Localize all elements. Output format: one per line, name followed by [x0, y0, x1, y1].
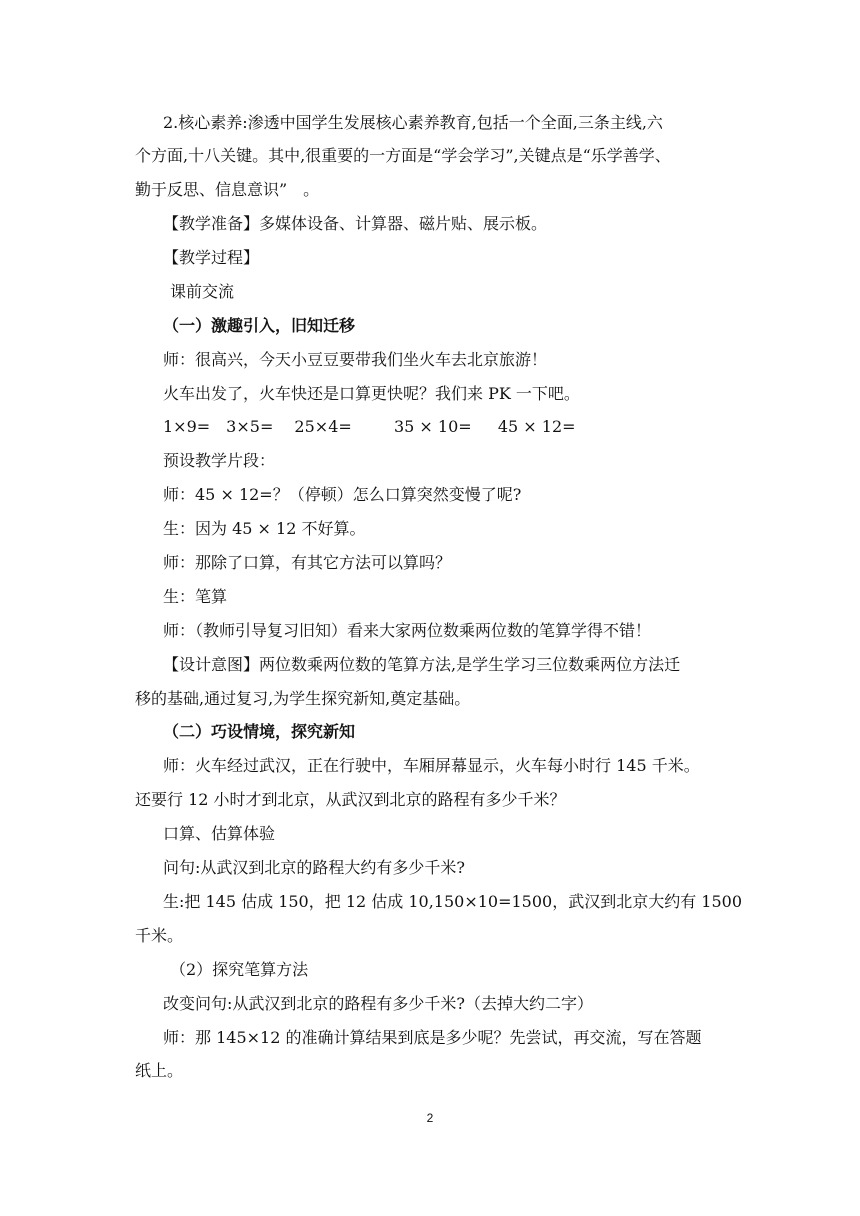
paragraph-line: 问句:从武汉到北京的路程大约有多少千米?	[163, 858, 465, 877]
section-heading: （一）激趣引入，旧知迁移	[163, 316, 356, 335]
paragraph-line: 师：45 × 12=？（停顿）怎么口算突然变慢了呢?	[163, 485, 522, 504]
paragraph-line: 还要行 12 小时才到北京，从武汉到北京的路程有多少千米？	[135, 790, 566, 809]
paragraph-line: 火车出发了，火车快还是口算更快呢？我们来 PK 一下吧。	[163, 384, 580, 403]
paragraph-line: 纸上。	[135, 1061, 184, 1080]
paragraph-line: 个方面,十八关键。其中,很重要的一方面是“学会学习”,关键点是“乐学善学、	[135, 146, 671, 165]
paragraph-line: 生：笔算	[163, 587, 228, 606]
page-number: 2	[426, 1111, 434, 1125]
math-problems: 1×9= 3×5= 25×4= 35 × 10= 45 × 12=	[163, 417, 576, 436]
paragraph-line: 勤于反思、信息意识” 。	[135, 180, 320, 199]
section-heading: （二）巧设情境，探究新知	[163, 722, 356, 741]
paragraph-line: 【设计意图】两位数乘两位数的笔算方法,是学生学习三位数乘两位方法迁	[163, 655, 681, 674]
paragraph-line: 移的基础,通过复习,为学生探究新知,奠定基础。	[135, 689, 471, 708]
paragraph-line: 口算、估算体验	[163, 824, 276, 843]
paragraph-line: 师：很高兴，今天小豆豆要带我们坐火车去北京旅游！	[163, 350, 548, 369]
paragraph-line: 改变问句:从武汉到北京的路程有多少千米?（去掉大约二字）	[163, 994, 593, 1013]
paragraph-line: 预设教学片段：	[163, 451, 276, 470]
paragraph-line: 生：因为 45 × 12 不好算。	[163, 519, 366, 538]
paragraph-line: 师：那除了口算，有其它方法可以算吗？	[163, 553, 452, 572]
paragraph-line: 2.核心素养:渗透中国学生发展核心素养教育,包括一个全面,三条主线,六	[163, 113, 663, 132]
paragraph-line: 师：那 145×12 的准确计算结果到底是多少呢？先尝试，再交流，写在答题	[163, 1028, 702, 1047]
paragraph-line: 生:把 145 估成 150，把 12 估成 10,150×10=1500，武汉到北京大约有 1500	[163, 892, 743, 911]
paragraph-line: 师：（教师引导复习旧知）看来大家两位数乘两位数的笔算学得不错！	[163, 621, 652, 640]
section-heading: 【教学过程】	[163, 248, 260, 267]
paragraph-line: 【教学准备】多媒体设备、计算器、磁片贴、展示板。	[163, 214, 548, 233]
paragraph-line: （2）探究笔算方法	[170, 960, 309, 979]
paragraph-line: 课前交流	[170, 282, 235, 301]
paragraph-line: 师：火车经过武汉，正在行驶中，车厢屏幕显示，火车每小时行 145 千米。	[163, 756, 700, 775]
paragraph-line: 千米。	[135, 926, 184, 945]
